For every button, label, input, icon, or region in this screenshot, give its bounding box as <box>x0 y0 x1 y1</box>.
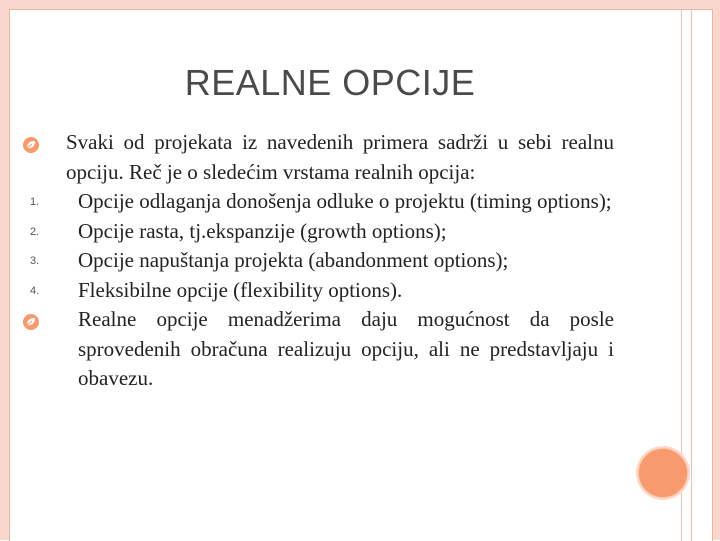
list-item-text: Opcije napuštanja projekta (abandonment options); <box>78 248 509 272</box>
list-item-text: Realne opcije menadžerima daju mogućnost da posle sprovedenih obračuna realizuju opciju, ali ne predstavljaju i obavezu. <box>78 307 614 390</box>
list-item-text: Opcije rasta, tj.ekspanzije (growth options); <box>78 218 447 243</box>
list-item-text: Fleksibilne opcije (flexibility options). <box>78 277 403 302</box>
list-item <box>22 217 614 247</box>
slide-body <box>22 128 614 394</box>
decorative-circle <box>638 448 688 498</box>
list-number: 4. <box>30 284 40 297</box>
leaf-bullet-icon <box>22 313 40 331</box>
list-item <box>22 276 614 306</box>
slide-title: REALNE OPCIJE <box>184 62 476 103</box>
list-number: 3. <box>30 255 40 267</box>
leaf-bullet-icon <box>22 136 40 154</box>
list-item <box>22 305 614 394</box>
list-number: 1. <box>30 196 40 208</box>
list-item <box>22 128 614 187</box>
list-item <box>22 246 614 276</box>
list-item <box>22 187 614 217</box>
list-item-text: Svaki od projekata iz navedenih primera sadrži u sebi realnu opciju. Reč je o sledećim vrstama realnih opcija: <box>66 130 614 184</box>
list-item-text: Opcije odlaganja donošenja odluke o projektu (timing options); <box>78 189 612 213</box>
list-number: 2. <box>30 225 40 238</box>
decorative-line <box>691 10 692 541</box>
